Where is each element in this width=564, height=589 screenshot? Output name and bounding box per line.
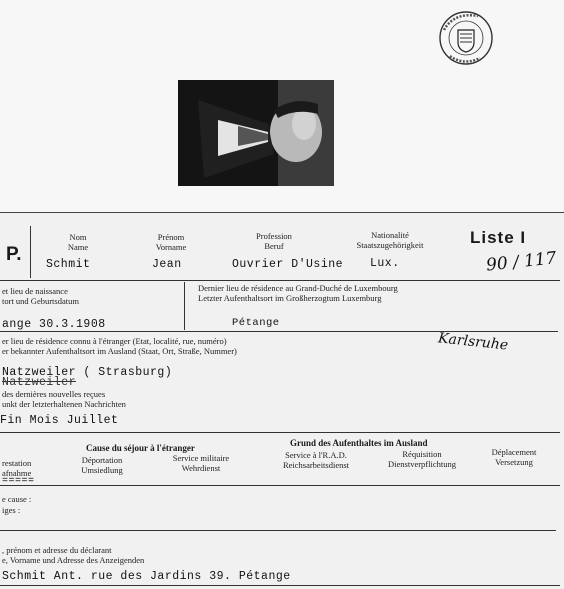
nouvelles-value: Fin Mois Juillet (0, 414, 119, 427)
cause-item-de: afnahme (2, 468, 32, 478)
divider (184, 282, 185, 330)
dernier-lieu-label-fr: Dernier lieu de résidence au Grand-Duché de Luxembourg (198, 283, 398, 293)
cause-item-fr: Service à l'R.A.D. (285, 450, 347, 460)
naissance-label-de: tort und Geburtsdatum (2, 296, 79, 306)
profession-value: Ouvrier D'Usine (232, 258, 344, 271)
cause-item-fr: Réquisition (402, 449, 442, 459)
etranger-label-de: er bekannter Aufenthaltsort im Ausland (Staat, Ort, Straße, Nummer) (2, 346, 237, 356)
portrait-photo (178, 80, 334, 186)
declarant-label-de: e, Vorname und Adresse des Anzeigenden (2, 555, 145, 565)
naissance-value: ange 30.3.1908 (2, 318, 106, 331)
nationalite-label-de: Staatszugehörigkeit (356, 240, 424, 250)
autre-cause-label-de: iges : (2, 505, 21, 515)
nationalite-label-fr: Nationalité (371, 230, 409, 240)
divider (0, 331, 558, 332)
naissance-label-fr: et lieu de naissance (2, 286, 68, 296)
cause-item-fr: Déplacement (491, 447, 537, 457)
divider (0, 530, 556, 531)
profession-label-de: Beruf (264, 241, 284, 251)
dernier-lieu-value: Pétange (232, 317, 280, 329)
autre-cause-label: e cause : (2, 494, 32, 504)
etranger-label-fr: er lieu de résidence connu à l'étranger (Etat, localité, rue, numéro) (2, 336, 227, 346)
dernier-lieu-label-de: Letzter Aufenthaltsort im Großherzogtum Luxemburg (198, 293, 382, 303)
archive-stamp-icon (436, 8, 496, 68)
nouvelles-label-de: unkt der letzterhaltenen Nachrichten (2, 399, 126, 409)
cause-header-de: Grund des Aufenthaltes im Ausland (290, 438, 428, 448)
handwritten-reference: 90 / 117 (485, 248, 558, 276)
cause-item-de: Dienstverpflichtung (388, 459, 456, 469)
nom-label-de: Name (67, 242, 89, 252)
cause-header-fr: Cause du séjour à l'étranger (86, 443, 195, 453)
nouvelles-label-fr: des dernières nouvelles reçues (2, 389, 106, 399)
divider (0, 280, 560, 281)
prenom-value: Jean (152, 258, 182, 271)
declarant-value: Schmit Ant. rue des Jardins 39. Pétange (2, 570, 291, 583)
nom-label-fr: Nom (69, 232, 87, 242)
etranger-value: Natzweiler ( Strasburg) (2, 366, 173, 379)
prenom-label-fr: Prénom (157, 232, 185, 242)
etranger-struck-value: Natzweiler (2, 376, 77, 389)
declarant-label-fr: , prénom et adresse du déclarant (2, 545, 112, 555)
cause-item-de: Wehrdienst (181, 463, 221, 473)
prenom-label-de: Vorname (155, 242, 187, 252)
cause-item-fr: restation (2, 458, 32, 468)
profession-label-fr: Profession (256, 231, 292, 241)
liste-label: Liste I (470, 228, 527, 247)
cause-selected-mark: ===== (2, 476, 35, 487)
divider (0, 485, 560, 486)
portrait-figure-icon (178, 80, 334, 186)
divider (30, 226, 31, 278)
cause-item-de: Versetzung (495, 457, 533, 467)
cause-item-de: Reichsarbeitsdienst (282, 460, 350, 470)
cause-item-de: Umsiedlung (81, 465, 123, 475)
cause-item-fr: Service militaire (172, 453, 230, 463)
divider (0, 585, 560, 586)
cause-item-fr: Déportation (81, 455, 123, 465)
divider (0, 432, 560, 433)
category-letter: P. (6, 244, 22, 265)
nom-value: Schmit (46, 258, 91, 271)
handwritten-karlsruhe: Karlsruhe (437, 330, 509, 354)
nationalite-value: Lux. (370, 257, 400, 270)
